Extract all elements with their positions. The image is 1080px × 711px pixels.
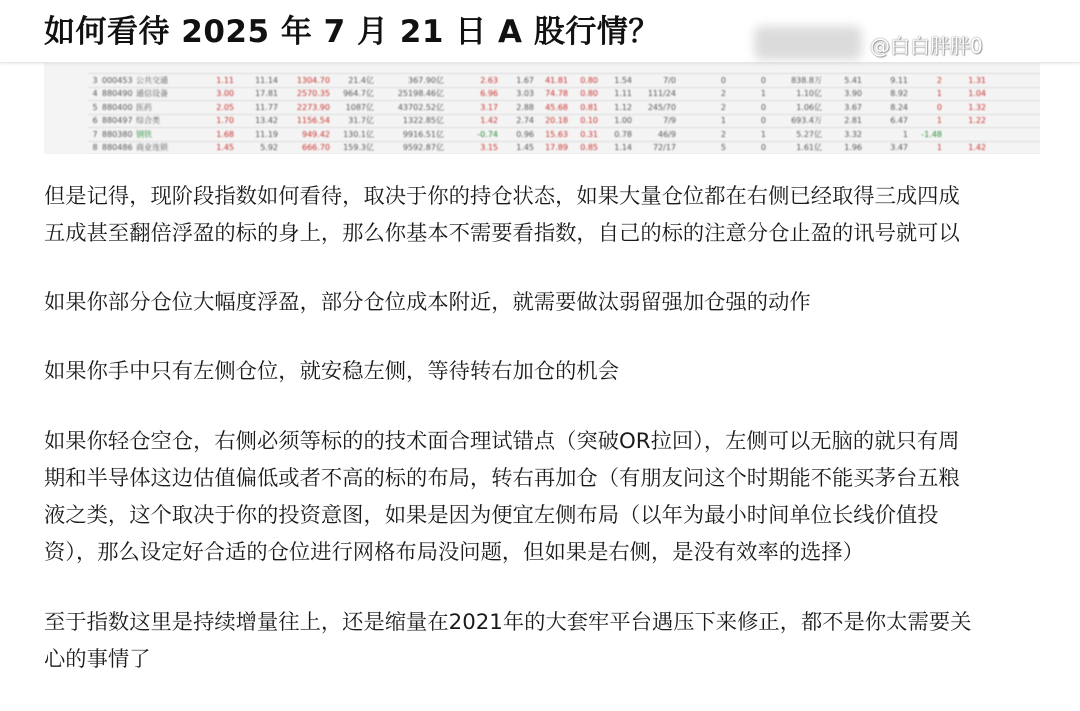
page-title: 如何看待 2025 年 7 月 21 日 A 股行情？: [44, 14, 660, 50]
table-cell: 1.22: [968, 116, 986, 126]
table-cell: 1.06亿: [796, 102, 822, 112]
table-cell: 0.31: [580, 129, 598, 139]
article-body: [44, 178, 1044, 711]
table-cell: 0.80: [580, 89, 598, 99]
table-cell: 5.92: [260, 143, 278, 153]
table-cell: 钢铁: [136, 129, 152, 139]
table-cell: 1.04: [968, 89, 986, 99]
table-cell: 245/70: [647, 102, 676, 112]
table-cell: 2.81: [844, 116, 862, 126]
table-cell: 1: [760, 129, 766, 139]
table-cell: 46/9: [658, 129, 676, 139]
table-cell: 1.42: [968, 143, 986, 153]
table-cell: 2: [720, 89, 726, 99]
table-cell: 0: [760, 75, 766, 85]
table-cell: 7: [92, 129, 98, 139]
table-cell: 1.11: [216, 75, 234, 85]
table-cell: 25198.46亿: [397, 89, 444, 99]
table-cell: 21.4亿: [348, 75, 374, 85]
table-cell: 1.67: [516, 75, 534, 85]
table-cell: 3.90: [844, 89, 862, 99]
table-cell: 0.85: [580, 143, 598, 153]
table-cell: 11.19: [255, 129, 278, 139]
table-cell: 15.63: [545, 129, 568, 139]
text-line: 五成甚至翻倍浮盈的标的身上，那么你基本不需要看指数，自己的标的注意分仓止盈的讯号就可以: [44, 221, 960, 246]
table-cell: 通信设备: [136, 89, 168, 99]
table-cell: 综合类: [136, 116, 160, 126]
table-cell: 880380: [102, 129, 133, 139]
paragraph-holding-status: [44, 178, 1044, 252]
table-cell: 2273.90: [296, 102, 330, 112]
text-line: 液之类，这个取决于你的投资意图，如果是因为便宜左侧布局（以年为最小时间单位长线价值投: [44, 503, 939, 528]
table-cell: 2: [936, 75, 942, 85]
table-cell: 0: [760, 116, 766, 126]
table-cell: -1.48: [921, 129, 942, 139]
table-cell: 6.47: [890, 116, 908, 126]
table-cell: 11.14: [255, 75, 278, 85]
text-line: 期和半导体这边估值偏低或者不高的标的布局，转右再加仓（有朋友问这个时期能不能买茅台五粮: [44, 466, 960, 491]
table-cell: 1.68: [216, 129, 234, 139]
table-cell: 3.03: [516, 89, 534, 99]
table-cell: 1: [936, 89, 942, 99]
table-cell: 1.31: [968, 75, 986, 85]
table-cell: 1: [936, 143, 942, 153]
table-cell: 0: [760, 102, 766, 112]
table-cell: 949.42: [302, 129, 330, 139]
table-cell: 1.45: [516, 143, 534, 153]
table-cell: 367.90亿: [408, 75, 444, 85]
table-cell: 41.81: [545, 75, 568, 85]
table-cell: 0: [720, 75, 726, 85]
table-cell: 商业连锁: [136, 143, 168, 153]
table-row-cut: [88, 63, 1040, 74]
table-cell: 3: [92, 75, 98, 85]
table-cell: 1156.54: [296, 116, 330, 126]
table-cell: 1: [720, 116, 726, 126]
table-cell: 2.63: [480, 75, 498, 85]
table-row: [88, 74, 1040, 88]
table-cell: 2: [720, 102, 726, 112]
table-cell: 1.54: [614, 75, 632, 85]
table-cell: 838.8万: [791, 75, 822, 85]
table-cell: 8.24: [890, 102, 908, 112]
table-cell: 2.74: [516, 116, 534, 126]
table-cell: 8: [92, 143, 98, 153]
table-cell: 45.68: [545, 102, 568, 112]
table-cell: 9592.87亿: [402, 143, 444, 153]
table-cell: 880400: [102, 102, 133, 112]
text-line: 心的事情了: [44, 647, 151, 672]
table-cell: 20.18: [545, 116, 568, 126]
table-cell: 0: [760, 143, 766, 153]
table-cell: 1: [902, 129, 908, 139]
table-cell: 1.00: [614, 116, 632, 126]
table-cell: 医药: [136, 102, 152, 112]
table-cell: 1.10亿: [796, 89, 822, 99]
table-cell: 13.42: [255, 116, 278, 126]
table-cell: 0.81: [580, 102, 598, 112]
table-cell: 880486: [102, 143, 133, 153]
table-cell: 3.67: [844, 102, 862, 112]
table-cell: 5.41: [844, 75, 862, 85]
table-cell: 1.42: [480, 116, 498, 126]
table-cell: 9916.51亿: [402, 129, 444, 139]
table-cell: 43702.52亿: [397, 102, 444, 112]
text-line: 如果你手中只有左侧仓位，就安稳左侧，等待转右加仓的机会: [44, 359, 620, 384]
table-cell: 1.11: [614, 89, 632, 99]
table-cell: 11.77: [255, 102, 278, 112]
table-cell: -0.74: [477, 129, 498, 139]
table-cell: 1: [760, 89, 766, 99]
table-cell: 74.78: [545, 89, 568, 99]
table-cell: 880497: [102, 116, 133, 126]
table-row: [88, 101, 1040, 115]
table-cell: 5: [720, 143, 726, 153]
table-cell: 7/9: [663, 116, 676, 126]
paragraph-partial-profit: [44, 284, 1044, 321]
table-cell: 3.47: [890, 143, 908, 153]
table-cell: 17.89: [545, 143, 568, 153]
table-cell: 5.27亿: [796, 129, 822, 139]
table-cell: 1.45: [216, 143, 234, 153]
title-bar: [0, 0, 1080, 63]
table-cell: 130.1亿: [343, 129, 374, 139]
table-cell: 4: [92, 89, 98, 99]
table-cell: 3.17: [480, 102, 498, 112]
table-cell: 1.70: [216, 116, 234, 126]
paragraph-index-outlook: [44, 604, 1044, 678]
table-cell: 7/0: [663, 75, 676, 85]
table-cell: 8.92: [890, 89, 908, 99]
paragraph-left-side: [44, 353, 1044, 390]
table-cell: 111/24: [647, 89, 676, 99]
table-cell: 72/17: [652, 143, 676, 153]
table-cell: 666.70: [302, 143, 330, 153]
table-cell: 1.32: [968, 102, 986, 112]
watermark-avatar-blur: [754, 26, 862, 60]
table-cell: 693.4万: [791, 116, 822, 126]
text-line: 资），那么设定好合适的仓位进行网格布局没问题，但如果是右侧，是没有效率的选择）: [44, 540, 864, 565]
table-cell: 964.7亿: [343, 89, 374, 99]
paragraph-light-position: [44, 423, 1044, 571]
table-row: [88, 115, 1040, 129]
table-cell: 6.96: [480, 89, 498, 99]
table-cell: 159.3亿: [343, 143, 374, 153]
table-cell: 1.61亿: [796, 143, 822, 153]
table-cell: 000453: [102, 75, 133, 85]
table-row: [88, 88, 1040, 102]
table-cell: 17.81: [255, 89, 278, 99]
table-cell: 1322.85亿: [402, 116, 444, 126]
table-cell: 2: [720, 129, 726, 139]
table-cell: 9.11: [890, 75, 908, 85]
table-cell: 880490: [102, 89, 133, 99]
table-cell: 0.10: [580, 116, 598, 126]
table-cell: 公共交通: [136, 75, 168, 85]
text-line: 但是记得，现阶段指数如何看待，取决于你的持仓状态，如果大量仓位都在右侧已经取得三成四成: [44, 184, 960, 209]
table-cell: 2.88: [516, 102, 534, 112]
table-cell: 3.32: [844, 129, 862, 139]
table-cell: 3.15: [480, 143, 498, 153]
text-line: 如果你轻仓空仓，右侧必须等标的的技术面合理试错点（突破OR拉回），左侧可以无脑的就只有周: [44, 429, 960, 454]
text-line: 如果你部分仓位大幅度浮盈，部分仓位成本附近，就需要做汰弱留强加仓强的动作: [44, 290, 811, 315]
table-cell: 5: [92, 102, 98, 112]
table-cell: 0.80: [580, 75, 598, 85]
table-row: [88, 128, 1040, 142]
table-cell: 1304.70: [296, 75, 330, 85]
table-cell: 1.12: [614, 102, 632, 112]
watermark-text: @白白胖胖0: [870, 34, 983, 58]
table-cell: 0.96: [516, 129, 534, 139]
table-cell: 2570.35: [296, 89, 330, 99]
table-cell: 0.78: [614, 129, 632, 139]
table-cell: 1087亿: [345, 102, 374, 112]
table-cell: 0: [936, 102, 942, 112]
text-line: 至于指数这里是持续增量往上，还是缩量在2021年的大套牢平台遇压下来修正，都不是你太需要关: [44, 610, 972, 635]
table-cell: 2.05: [216, 102, 234, 112]
table-cell: 3.00: [216, 89, 234, 99]
table-cell: 1.96: [844, 143, 862, 153]
blurred-sector-table: [88, 63, 1040, 154]
table-cell: 1.14: [614, 143, 632, 153]
table-cell: 31.7亿: [348, 116, 374, 126]
table-cell: 1: [936, 116, 942, 126]
table-row: [88, 142, 1040, 155]
embedded-table-screenshot: [44, 63, 1040, 154]
table-cell: 6: [92, 116, 98, 126]
